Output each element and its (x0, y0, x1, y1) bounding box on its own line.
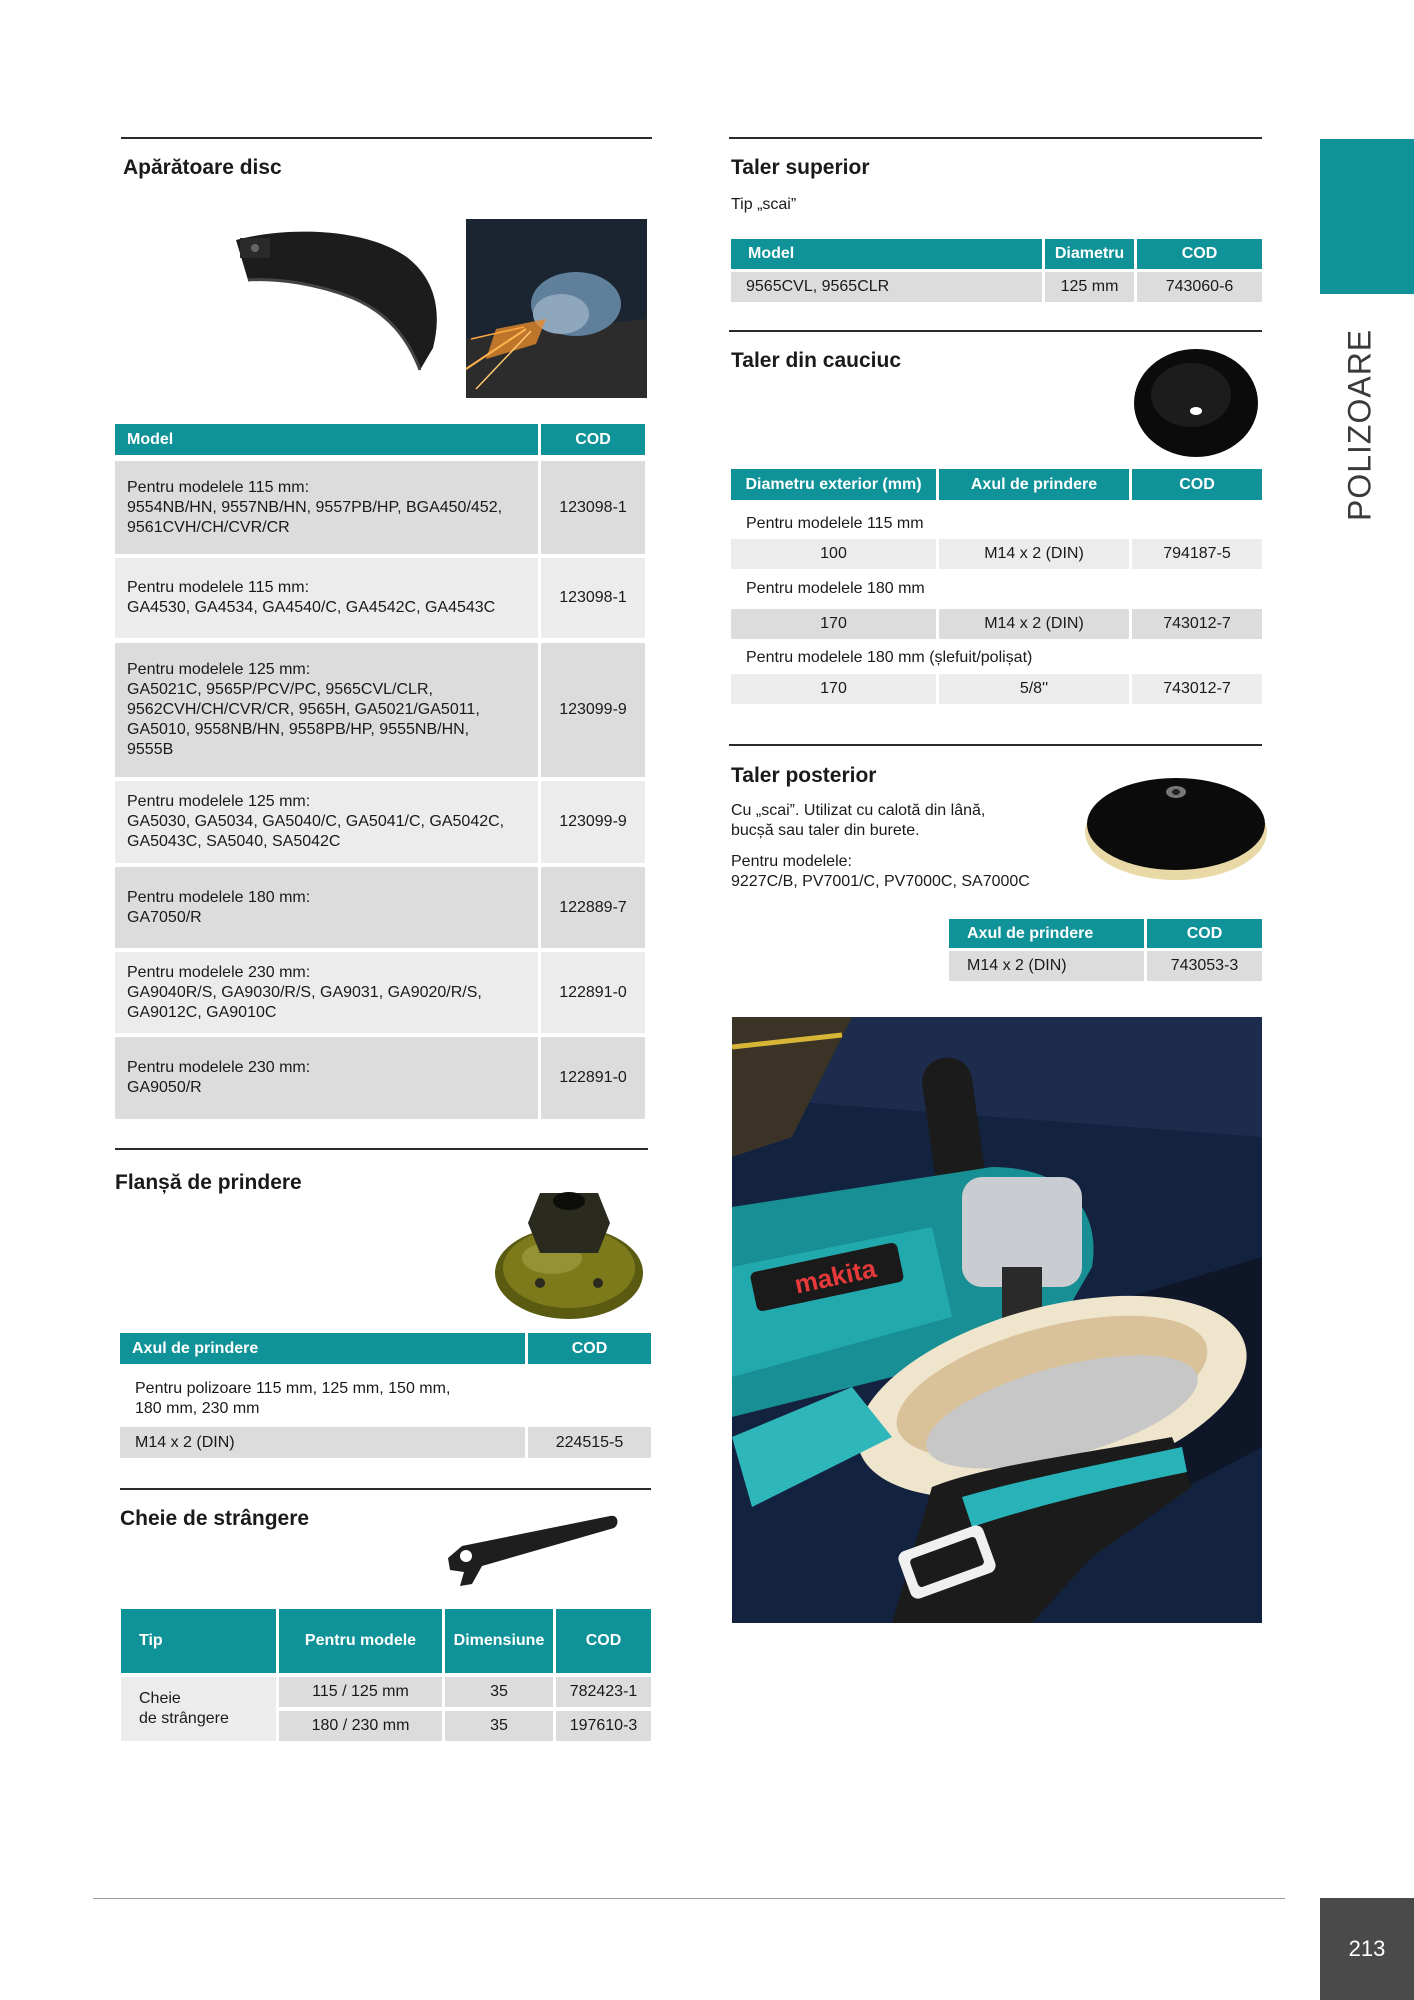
table-row-model: Pentru modelele 230 mm: GA9040R/S, GA9030/R/S, GA9031, GA9020/R/S, GA9012C, GA9010C (115, 952, 538, 1033)
grinding-photo (466, 219, 647, 398)
table-header-model: Model (115, 424, 538, 455)
taler-posterior-models: 9227C/B, PV7001/C, PV7000C, SA7000C (731, 873, 1030, 890)
table-row-model: Pentru modelele 230 mm: GA9050/R (115, 1037, 538, 1119)
table-row-cod: 123098-1 (541, 461, 645, 554)
section-label: POLIZOARE (1341, 328, 1378, 522)
table-row-cod: 224515-5 (528, 1427, 651, 1458)
aparatoare-title: Apărătoare disc (123, 156, 282, 179)
table-header-diametru: Diametru (1045, 239, 1134, 269)
table-row-model: Pentru modelele 180 mm: GA7050/R (115, 867, 538, 948)
table-row-cod: 123099-9 (541, 643, 645, 777)
table-header-cod: COD (541, 424, 645, 455)
table-row-cod: 123099-9 (541, 781, 645, 863)
taler-superior-title: Taler superior (731, 156, 870, 179)
group-label: Pentru modelele 115 mm (746, 515, 924, 532)
section-rule (120, 1488, 651, 1490)
table-header-cod: COD (528, 1333, 651, 1364)
taler-superior-subtitle: Tip „scai” (731, 196, 797, 213)
table-header-cod: COD (1147, 919, 1262, 948)
table-header-dimensiune: Dimensiune (445, 1609, 553, 1673)
table-cell-diametru: 100 (731, 539, 936, 569)
table-row-model: Pentru modelele 125 mm: GA5030, GA5034, GA5040/C, GA5041/C, GA5042C, GA5043C, SA5040, SA5042C (115, 781, 538, 863)
table-cell-cod: 743012-7 (1132, 674, 1262, 704)
section-rule (121, 137, 652, 139)
disc-guard-image (228, 218, 448, 383)
table-row-cod: 123098-1 (541, 558, 645, 638)
flange-nut-image (492, 1173, 646, 1323)
table-header-cod: COD (556, 1609, 651, 1673)
table-row-ax: M14 x 2 (DIN) (949, 951, 1144, 981)
cheie-title: Cheie de strângere (120, 1507, 310, 1530)
table-header-cod: COD (1132, 469, 1262, 500)
footer-rule (93, 1898, 1285, 1899)
section-rule (729, 330, 1262, 332)
backing-pad-image (1083, 762, 1268, 884)
table-header-ax: Axul de prindere (120, 1333, 525, 1364)
table-cell-diametru: 170 (731, 674, 936, 704)
polisher-photo (732, 1017, 1262, 1623)
section-rule (729, 744, 1262, 746)
group-label: Pentru modelele 180 mm (șlefuit/polișat) (746, 649, 1033, 666)
table-row-cod: 122891-0 (541, 952, 645, 1033)
table-cell-tip: Cheie de strângere (121, 1677, 276, 1741)
table-header-diametru-exterior: Diametru exterior (mm) (731, 469, 936, 500)
table-header-tip: Tip (121, 1609, 276, 1673)
table-cell-diametru: 170 (731, 609, 936, 639)
table-row-model: Pentru modelele 115 mm: GA4530, GA4534, GA4540/C, GA4542C, GA4543C (115, 558, 538, 638)
flansa-title: Flanșă de prindere (115, 1171, 302, 1194)
table-row-cod: 122891-0 (541, 1037, 645, 1119)
table-cell-cod: 197610-3 (556, 1711, 651, 1741)
section-rule (115, 1148, 648, 1150)
table-cell-ax: M14 x 2 (DIN) (939, 539, 1129, 569)
table-header-modele: Pentru modele (279, 1609, 442, 1673)
taler-posterior-models-label: Pentru modelele: (731, 853, 852, 870)
table-row-diametru: 125 mm (1045, 272, 1134, 302)
table-header-model: Model (731, 239, 1042, 269)
page-number: 213 (1320, 1898, 1414, 2000)
table-header-cod: COD (1137, 239, 1262, 269)
table-cell-ax: 5/8'' (939, 674, 1129, 704)
table-row-model: Pentru modelele 115 mm: 9554NB/HN, 9557NB/HN, 9557PB/HP, BGA450/452, 9561CVH/CH/CVR/CR (115, 461, 538, 554)
table-cell-dim: 35 (445, 1677, 553, 1707)
table-header-ax: Axul de prindere (939, 469, 1129, 500)
table-row-model: 9565CVL, 9565CLR (731, 272, 1042, 302)
table-row-model: Pentru modelele 125 mm: GA5021C, 9565P/PCV/PC, 9565CVL/CLR, 9562CVH/CH/CVR/CR, 9565H, GA5021/GA5011, GA5010, 9558NB/HN, 9558PB/HP, 9555NB/HN, 9555B (115, 643, 538, 777)
wrench-image (442, 1506, 622, 1591)
table-cell-modele: 115 / 125 mm (279, 1677, 442, 1707)
flansa-note: Pentru polizoare 115 mm, 125 mm, 150 mm, 180 mm, 230 mm (135, 1380, 451, 1417)
table-cell-cod: 794187-5 (1132, 539, 1262, 569)
table-row-cod: 743053-3 (1147, 951, 1262, 981)
table-cell-modele: 180 / 230 mm (279, 1711, 442, 1741)
table-cell-ax: M14 x 2 (DIN) (939, 609, 1129, 639)
table-cell-dim: 35 (445, 1711, 553, 1741)
table-row-cod: 122889-7 (541, 867, 645, 948)
taler-cauciuc-title: Taler din cauciuc (731, 349, 901, 372)
taler-posterior-desc: Cu „scai”. Utilizat cu calotă din lână, bucșă sau taler din burete. (731, 802, 986, 839)
group-label: Pentru modelele 180 mm (746, 580, 925, 597)
table-cell-cod: 782423-1 (556, 1677, 651, 1707)
table-header-ax: Axul de prindere (949, 919, 1144, 948)
section-tab (1320, 139, 1414, 294)
table-row-ax: M14 x 2 (DIN) (120, 1427, 525, 1458)
section-rule (729, 137, 1262, 139)
makita-logo: makita (791, 1253, 879, 1300)
rubber-pad-image (1131, 345, 1261, 460)
taler-posterior-title: Taler posterior (731, 764, 877, 787)
table-row-cod: 743060-6 (1137, 272, 1262, 302)
table-cell-cod: 743012-7 (1132, 609, 1262, 639)
